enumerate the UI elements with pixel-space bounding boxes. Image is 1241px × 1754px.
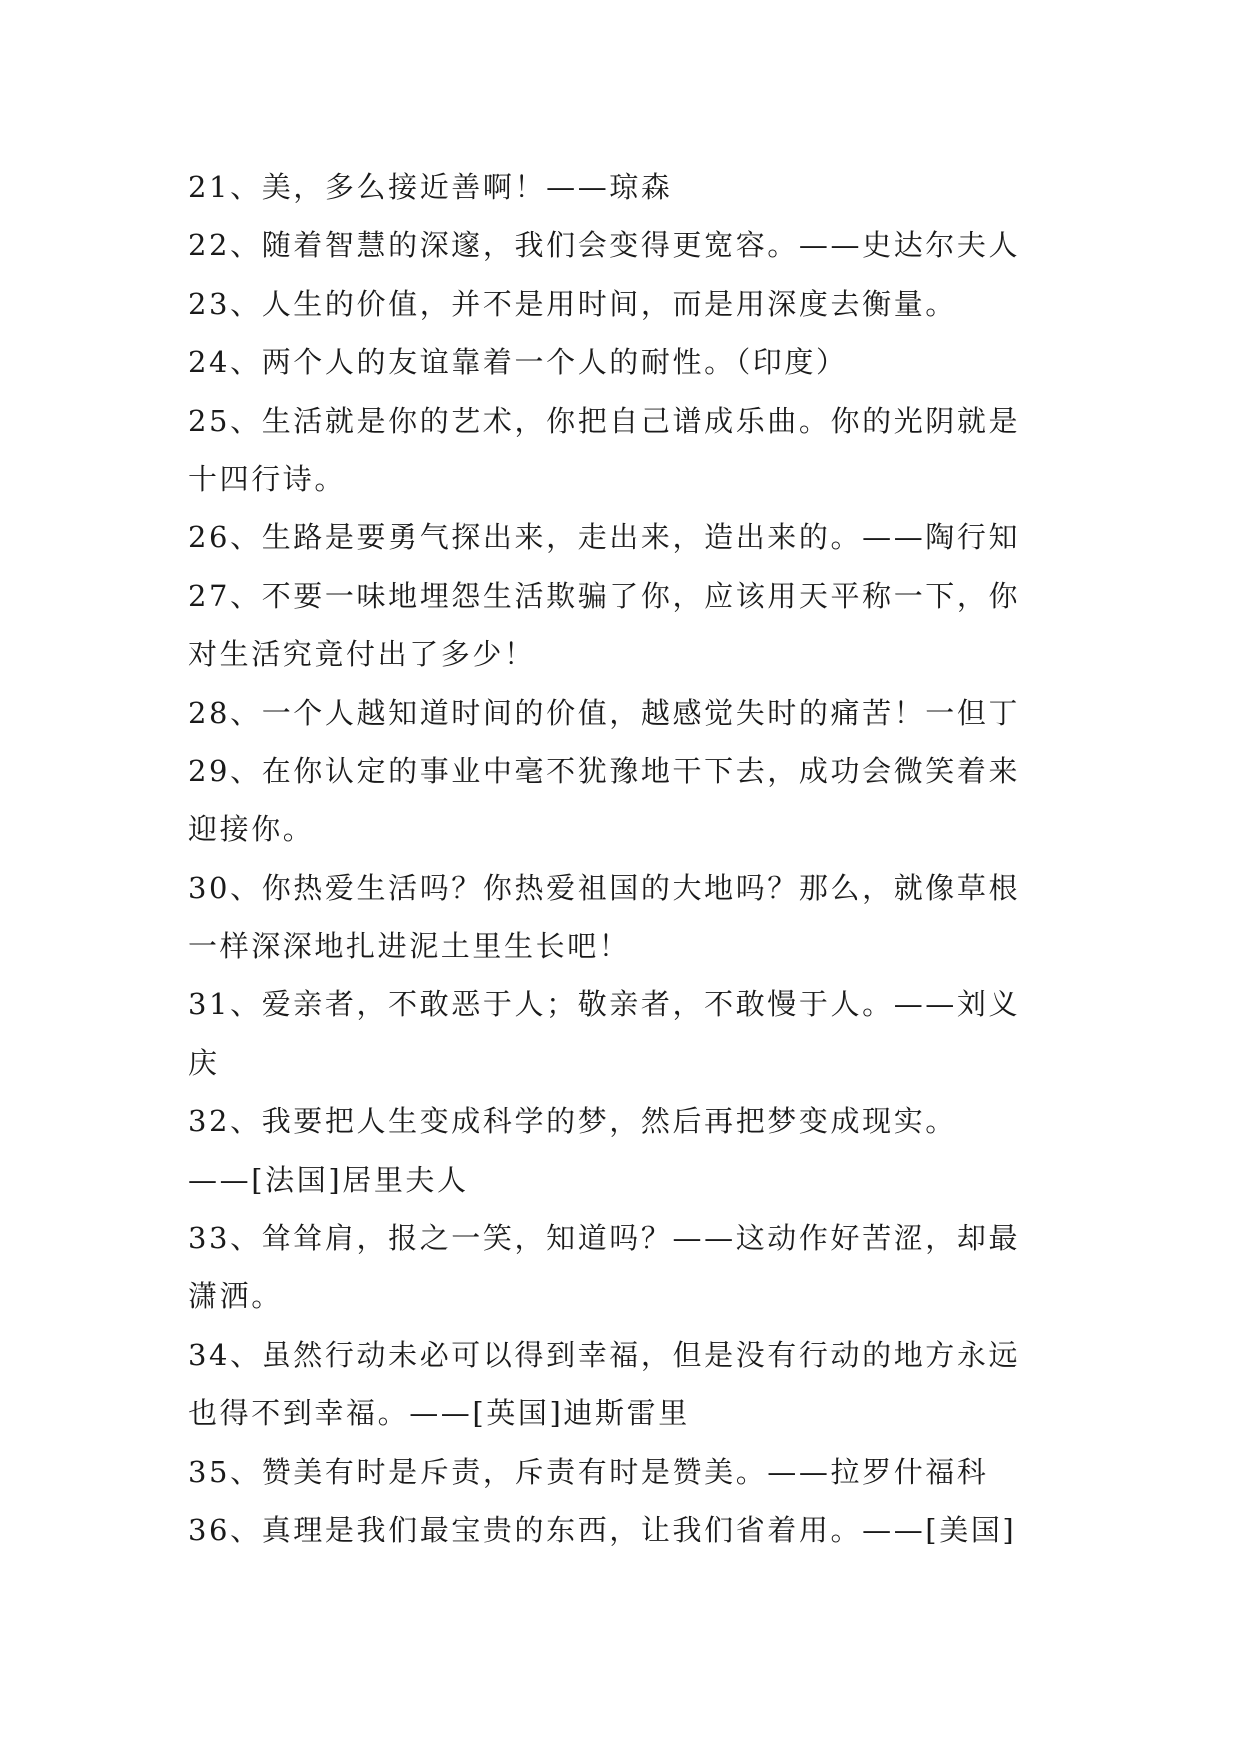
text-line: 32、我要把人生变成科学的梦，然后再把梦变成现实。: [188, 1104, 957, 1139]
text-line: 十四行诗。: [188, 461, 347, 496]
text-line: 28、一个人越知道时间的价值，越感觉失时的痛苦！一但丁: [188, 695, 1021, 730]
text-line: 33、耸耸肩，报之一笑，知道吗？——这动作好苦涩，却最: [188, 1221, 1021, 1256]
text-line: 29、在你认定的事业中毫不犹豫地干下去，成功会微笑着来: [188, 753, 1021, 788]
text-line: 21、美，多么接近善啊！——琼森: [188, 170, 673, 204]
text-line: 34、虽然行动未必可以得到幸福，但是没有行动的地方永远: [188, 1337, 1021, 1372]
text-line: 对生活究竟付出了多少！: [188, 637, 536, 672]
text-line: 31、爱亲者，不敢恶于人；敬亲者，不敢慢于人。——刘义: [188, 987, 1021, 1022]
text-line: 24、两个人的友谊靠着一个人的耐性。（印度）: [188, 345, 848, 380]
text-line: 也得不到幸福。——[英国]迪斯雷里: [188, 1396, 690, 1431]
text-line: ——[法国]居里夫人: [188, 1162, 469, 1197]
text-line: 23、人生的价值，并不是用时间，而是用深度去衡量。: [188, 286, 957, 321]
text-line: 25、生活就是你的艺术，你把自己谱成乐曲。你的光阴就是: [188, 403, 1021, 438]
text-line: 30、你热爱生活吗？你热爱祖国的大地吗？那么，就像草根: [188, 870, 1021, 905]
text-line: 26、生路是要勇气探出来，走出来，造出来的。——陶行知: [188, 520, 1021, 555]
text-line: 一样深深地扎进泥土里生长吧！: [188, 929, 631, 964]
text-line: 27、不要一味地埋怨生活欺骗了你，应该用天平称一下，你: [188, 578, 1021, 613]
text-line: 潇洒。: [188, 1279, 283, 1314]
text-line: 35、赞美有时是斥责，斥责有时是赞美。——拉罗什福科: [188, 1454, 989, 1489]
text-line: 36、真理是我们最宝贵的东西，让我们省着用。——[美国]: [188, 1512, 1017, 1547]
text-line: 庆: [188, 1045, 220, 1080]
text-line: 22、随着智慧的深邃，我们会变得更宽容。——史达尔夫人: [188, 228, 1021, 263]
text-line: 迎接你。: [188, 812, 315, 847]
quote-list: [188, 158, 1068, 1559]
